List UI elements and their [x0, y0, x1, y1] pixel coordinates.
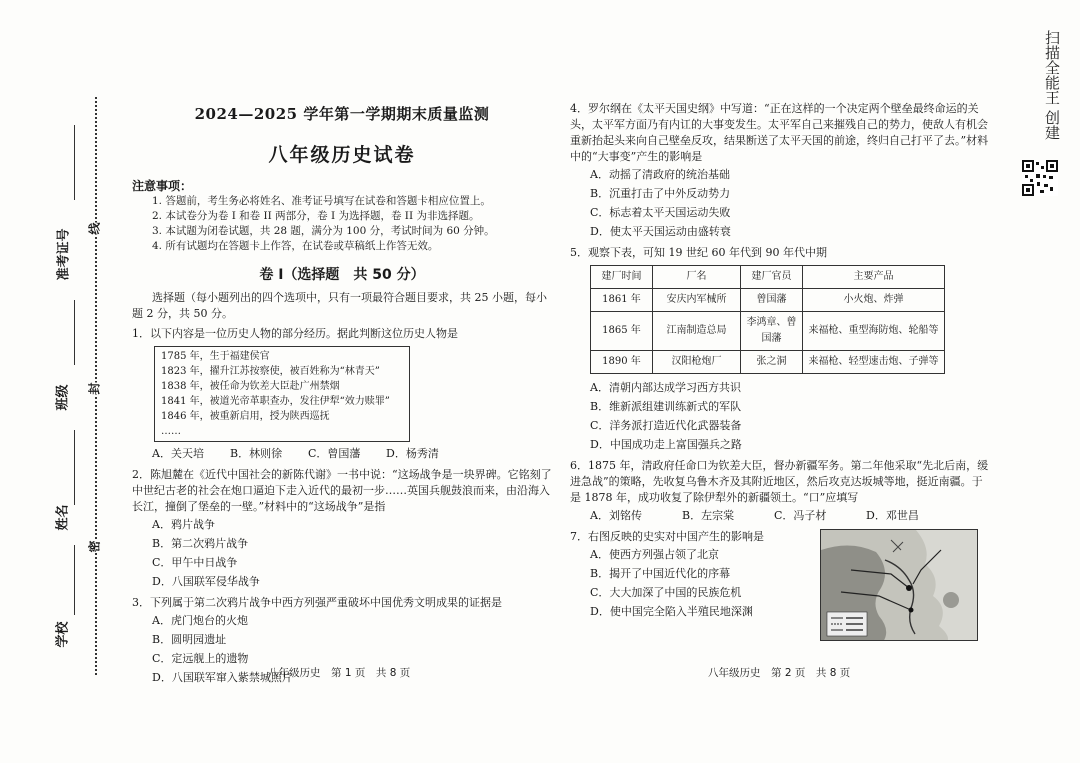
option-b: B．圆明园遗址 — [152, 633, 227, 646]
seal-char-feng: 封 — [87, 382, 102, 395]
table-cell: 1890 年 — [591, 351, 653, 374]
table-header: 主要产品 — [803, 266, 945, 289]
table-cell: 小火炮、炸弹 — [803, 289, 945, 312]
class-underline — [74, 300, 75, 365]
option-b: B．维新派组建训练新式的军队 — [590, 400, 742, 413]
right-column — [570, 97, 990, 621]
notice-item-3: 3. 本试题为闭卷试题，共 28 题，满分为 100 分，考试时间为 60 分钟。 — [152, 225, 495, 237]
option-d: D．邓世昌 — [866, 509, 919, 522]
question-1-options — [132, 444, 552, 463]
table-cell: 1865 年 — [591, 312, 653, 351]
section-heading: 卷 I（选择题 共 50 分） — [259, 267, 425, 283]
option-c: C．甲午中日战争 — [152, 556, 238, 569]
watermark-text: 扫描全能王 创建 — [1043, 30, 1061, 140]
option-b: B．林则徐 — [230, 447, 283, 460]
table-header: 建厂时间 — [591, 266, 653, 289]
subject-title: 八年级历史试卷 — [268, 144, 416, 166]
bio-line: 1823 年，擢升江苏按察使，被百姓称为“林青天” — [161, 366, 380, 377]
question-5-stem: 5．观察下表，可知 19 世纪 60 年代到 90 年代中期 — [570, 246, 827, 259]
notice-item-1: 1. 答题前，考生务必将姓名、准考证号填写在试卷和答题卡相应位置上。 — [152, 195, 491, 207]
option-a: A．动摇了清政府的统治基础 — [590, 168, 730, 181]
question-7 — [570, 529, 990, 621]
option-d: D．八国联军侵华战争 — [152, 575, 260, 588]
option-b: B．第二次鸦片战争 — [152, 537, 249, 550]
question-3-stem: 3．下列属于第二次鸦片战争中西方列强严重破坏中国优秀文明成果的证据是 — [132, 596, 502, 609]
option-d: D．杨秀清 — [386, 447, 439, 460]
option-c: C．冯子材 — [774, 509, 827, 522]
option-a: A．鸦片战争 — [152, 518, 215, 531]
bio-line: 1841 年，被道光帝革职查办，发往伊犁“效力赎罪” — [161, 396, 390, 407]
factories-table — [590, 265, 945, 374]
bio-line: 1846 年，被重新启用，授为陕西巡抚 — [161, 411, 330, 422]
notice-heading: 注意事项： — [132, 179, 193, 193]
option-b: B．左宗棠 — [682, 509, 735, 522]
question-4 — [570, 101, 990, 241]
option-d: D．使中国完全陷入半殖民地深渊 — [590, 605, 753, 618]
notice-item-2: 2. 本试卷分为卷 I 和卷 II 两部分，卷 I 为选择题，卷 II 为非选择题。 — [152, 210, 480, 222]
bio-line: …… — [161, 426, 181, 437]
table-cell: 曾国藩 — [741, 289, 803, 312]
option-a: A．刘铭传 — [590, 509, 642, 522]
option-c: C．定远舰上的遗物 — [152, 652, 249, 665]
table-row — [591, 289, 945, 312]
bio-line: 1838 年，被任命为钦差大臣赴广州禁烟 — [161, 381, 340, 392]
question-7-stem: 7．右图反映的史实对中国产生的影响是 — [570, 530, 764, 543]
notice-item-4: 4. 所有试题均在答题卡上作答，在试卷或草稿纸上作答无效。 — [152, 240, 439, 252]
school-label: 学校 — [55, 621, 71, 648]
question-1 — [132, 326, 552, 463]
seal-char-mi: 密 — [87, 540, 102, 553]
table-header: 建厂官员 — [741, 266, 803, 289]
option-c: C．曾国藩 — [308, 447, 361, 460]
name-underline — [74, 430, 75, 505]
question-2-stem: 2．陈旭麓在《近代中国社会的新陈代谢》一书中说：“这场战争是一块界碑。它铭刻了中世纪古老的社会在炮口逼迫下走入近代的最初一步……英国兵舰鼓浪而来，由沿海入长江，撞倒了堡垒的一壁。”材料中的“这场战争”是指 — [132, 468, 552, 513]
table-cell: 李鸿章、曾国藩 — [741, 312, 803, 351]
table-cell: 汉阳枪炮厂 — [653, 351, 741, 374]
qr-code-icon — [1022, 160, 1058, 196]
section-description: 选择题（每小题列出的四个选项中，只有一项最符合题目要求，共 25 小题，每小题 2 分，共 50 分。 — [132, 291, 547, 320]
option-a: A．清朝内部达成学习西方共识 — [590, 381, 741, 394]
exam-no-underline — [74, 125, 75, 200]
table-cell: 1861 年 — [591, 289, 653, 312]
option-c: C．大大加深了中国的民族危机 — [590, 586, 742, 599]
table-cell: 安庆内军械所 — [653, 289, 741, 312]
table-cell: 江南制造总局 — [653, 312, 741, 351]
binding-margin — [0, 0, 105, 763]
table-cell: 来福枪、轻型速击炮、子弹等 — [803, 351, 945, 374]
table-header-row — [591, 266, 945, 289]
table-cell: 张之洞 — [741, 351, 803, 374]
option-d: D．使太平天国运动由盛转衰 — [590, 225, 731, 238]
question-1-stem: 1．以下内容是一位历史人物的部分经历。据此判断这位历史人物是 — [132, 327, 458, 340]
question-5 — [570, 245, 990, 454]
option-a: A．使西方列强占领了北京 — [590, 548, 719, 561]
option-a: A．虎门炮台的火炮 — [152, 614, 248, 627]
table-cell: 来福枪、重型海防炮、轮船等 — [803, 312, 945, 351]
option-c: C．标志着太平天国运动失败 — [590, 206, 731, 219]
option-b: B．揭开了中国近代化的序幕 — [590, 567, 731, 580]
question-2 — [132, 467, 552, 591]
biography-box — [154, 346, 410, 442]
table-row — [591, 312, 945, 351]
option-d: D．中国成功走上富国强兵之路 — [590, 438, 742, 451]
table-header: 厂名 — [653, 266, 741, 289]
map-icon — [821, 530, 978, 641]
footer-page-2: 八年级历史 第 2 页 共 8 页 — [708, 667, 851, 679]
question-6-stem: 6．1875 年，清政府任命口为钦差大臣，督办新疆军务。第二年他采取“先北后南，缓进急战”的策略，先收复乌鲁木齐及其附近地区，然后攻克达坂城等地，挺近南疆。于是 1878 年，成功收复了除伊犁外的新疆领土。“口”应填写 — [570, 459, 989, 504]
option-b: B．沉重打击了中外反动势力 — [590, 187, 731, 200]
left-column — [132, 95, 552, 687]
class-label: 班级 — [55, 384, 71, 411]
table-row — [591, 351, 945, 374]
historical-map-image — [820, 529, 978, 641]
seal-char-xian: 线 — [87, 222, 102, 235]
school-underline — [74, 545, 75, 615]
option-c: C．洋务派打造近代化武器装备 — [590, 419, 742, 432]
footer-page-1: 八年级历史 第 1 页 共 8 页 — [268, 667, 411, 679]
question-6-options — [570, 506, 990, 525]
exam-no-label: 准考证号 — [56, 228, 72, 281]
exam-title: 2024—2025 学年第一学期期末质量监测 — [194, 105, 490, 123]
bio-line: 1785 年，生于福建侯官 — [161, 351, 270, 362]
question-6 — [570, 458, 990, 525]
option-d: D．八国联军窜入紫禁城照片 — [152, 671, 293, 684]
question-4-stem: 4．罗尔纲在《太平天国史纲》中写道：“正在这样的一个决定两个壁垒最终命运的关头，太平军方面乃有内讧的大事变发生。太平军自己来摧残自己的势力，使敌人有机会重新抬起头来向自己壁垒反攻，结果断送了太平天国的前途，终归自己打平了去。”材料中的“大事变”产生的影响是 — [570, 102, 989, 163]
option-a: A．关天培 — [152, 447, 204, 460]
name-label: 姓名 — [55, 504, 71, 531]
